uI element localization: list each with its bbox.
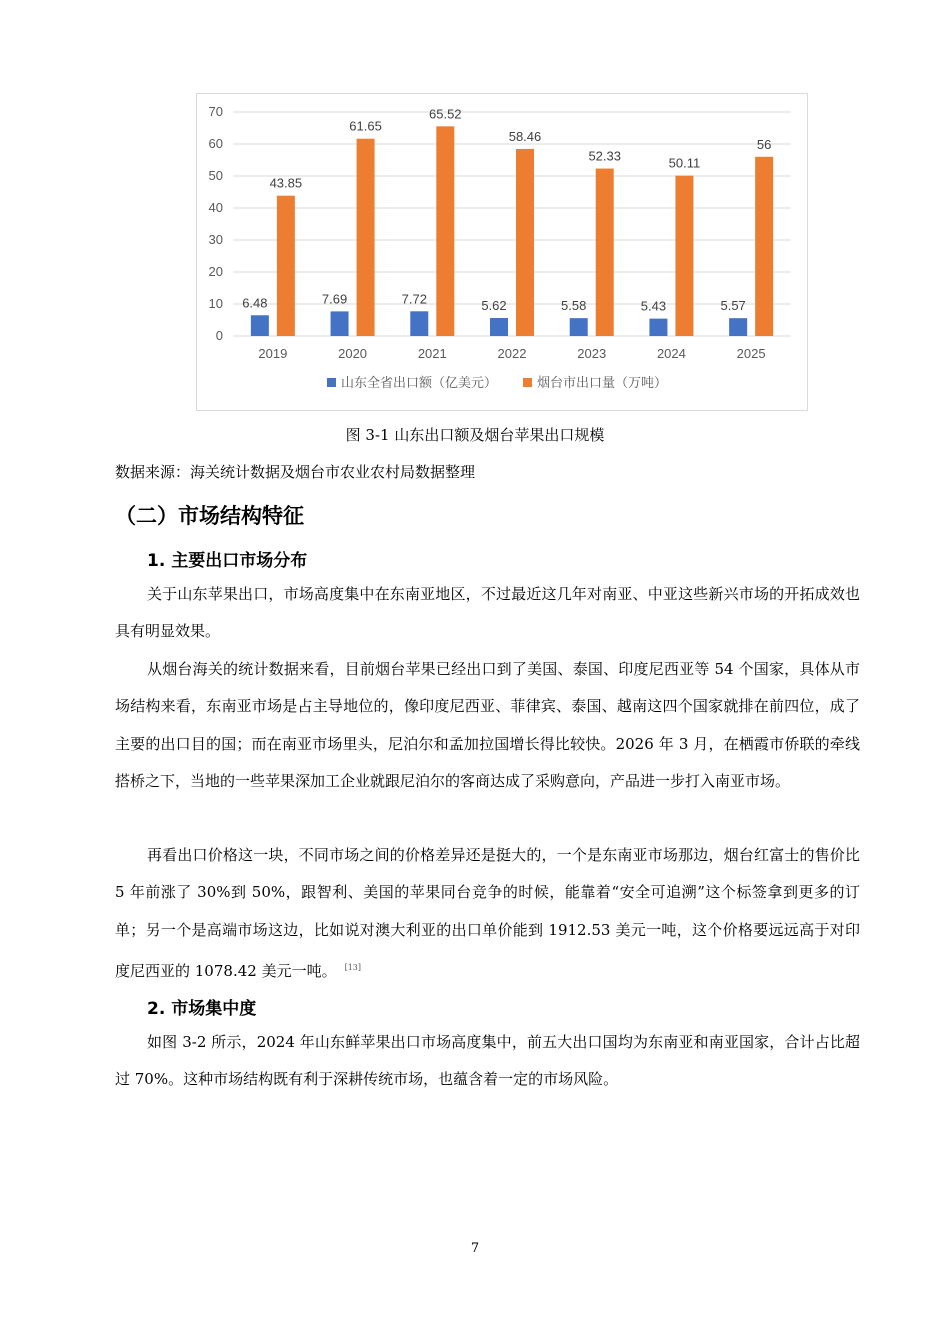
- data-label: 52.33: [588, 148, 621, 164]
- chart-frame: [196, 93, 808, 411]
- data-label: 56: [756, 136, 772, 152]
- citation-marker: [13]: [344, 962, 361, 972]
- legend-swatch: [523, 378, 532, 387]
- data-label: 43.85: [269, 175, 303, 191]
- bar-export-value: [570, 318, 588, 336]
- paragraph-3: [115, 837, 860, 990]
- bar-export-value: [729, 318, 747, 336]
- y-tick-label: 30: [208, 232, 223, 247]
- data-source-note: 数据来源：海关统计数据及烟台市农业农村局数据整理: [115, 463, 476, 481]
- data-label: 5.43: [640, 298, 667, 314]
- subsection-heading-market-distribution: 1. 主要出口市场分布: [147, 551, 308, 571]
- x-tick-label: 2019: [258, 346, 288, 361]
- bar-export-value: [649, 319, 667, 336]
- bar-chart: [197, 94, 809, 412]
- data-label: 7.72: [401, 291, 427, 307]
- data-label: 65.52: [429, 106, 462, 122]
- section-heading: （二）市场结构特征: [115, 504, 304, 528]
- bar-export-value: [410, 311, 428, 336]
- bar-export-volume: [357, 139, 375, 336]
- y-tick-label: 0: [215, 328, 223, 343]
- bar-export-volume: [755, 157, 773, 336]
- y-tick-label: 60: [208, 136, 223, 151]
- bar-export-value: [251, 315, 269, 336]
- x-tick-label: 2021: [417, 346, 447, 361]
- legend-swatch: [327, 378, 336, 387]
- subsection-heading-market-concentration: 2. 市场集中度: [147, 999, 257, 1019]
- x-tick-label: 2020: [338, 346, 368, 361]
- legend-entry: 山东全省出口额（亿美元）: [341, 375, 498, 390]
- bar-export-volume: [675, 176, 693, 336]
- data-label: 5.62: [481, 298, 507, 314]
- y-tick-label: 10: [208, 296, 223, 311]
- legend-entry: 烟台市出口量（万吨）: [537, 375, 668, 390]
- x-tick-label: 2023: [577, 346, 607, 361]
- paragraph-2: 从烟台海关的统计数据来看，目前烟台苹果已经出口到了美国、泰国、印度尼西亚等 54 个国家，具体从市场结构来看，东南亚市场是占主导地位的，像印度尼西亚、菲律宾、泰国、越南这四个国家就排在前四位，成了主要的出口目的国；而在南亚市场里头，尼泊尔和孟加拉国增长得比较快。2026 年 3 月，在栖霞市侨联的牵线搭桥之下，当地的一些苹果深加工企业就跟尼泊尔的客商达成了采购意向，产品进一步打入南亚市场。: [115, 660, 860, 790]
- y-tick-label: 50: [208, 168, 223, 183]
- data-label: 6.48: [242, 295, 268, 311]
- bar-export-value: [490, 318, 508, 336]
- data-label: 5.57: [720, 298, 746, 314]
- paragraph-1: 关于山东苹果出口，市场高度集中在东南亚地区，不过最近这几年对南亚、中亚这些新兴市场的开拓成效也具有明显效果。: [115, 585, 860, 641]
- y-tick-label: 40: [208, 200, 223, 215]
- data-label: 5.58: [561, 298, 587, 314]
- bar-export-volume: [277, 196, 295, 336]
- bar-export-value: [331, 311, 349, 336]
- bar-export-volume: [436, 126, 454, 336]
- x-tick-label: 2022: [497, 346, 527, 361]
- data-label: 58.46: [508, 128, 542, 144]
- paragraph-3-text: 再看出口价格这一块，不同市场之间的价格差异还是挺大的，一个是东南亚市场那边，烟台红富士的售价比 5 年前涨了 30%到 50%，跟智利、美国的苹果同台竞争的时候，能靠着“安全可追溯”这个标签拿到更多的订单；另一个是高端市场这边，比如说对澳大利亚的出口单价能到 1912.53 美元一吨，这个价格要远远高于对印度尼西亚的 1078.42 美元一吨。: [115, 846, 860, 980]
- y-tick-label: 20: [208, 264, 223, 279]
- paragraph-4: 如图 3-2 所示，2024 年山东鲜苹果出口市场高度集中，前五大出口国均为东南亚和南亚国家，合计占比超过 70%。这种市场结构既有利于深耕传统市场，也蕴含着一定的市场风险。: [115, 1033, 860, 1089]
- page-number: 7: [470, 1241, 480, 1256]
- bar-export-volume: [596, 169, 614, 336]
- data-label: 50.11: [668, 155, 701, 171]
- figure-caption: 图 3-1 山东出口额及烟台苹果出口规模: [345, 426, 605, 444]
- data-label: 61.65: [349, 118, 382, 134]
- bar-export-volume: [516, 149, 534, 336]
- y-tick-label: 70: [208, 104, 223, 119]
- x-tick-label: 2025: [736, 346, 766, 361]
- data-label: 7.69: [321, 291, 348, 307]
- x-tick-label: 2024: [656, 346, 686, 361]
